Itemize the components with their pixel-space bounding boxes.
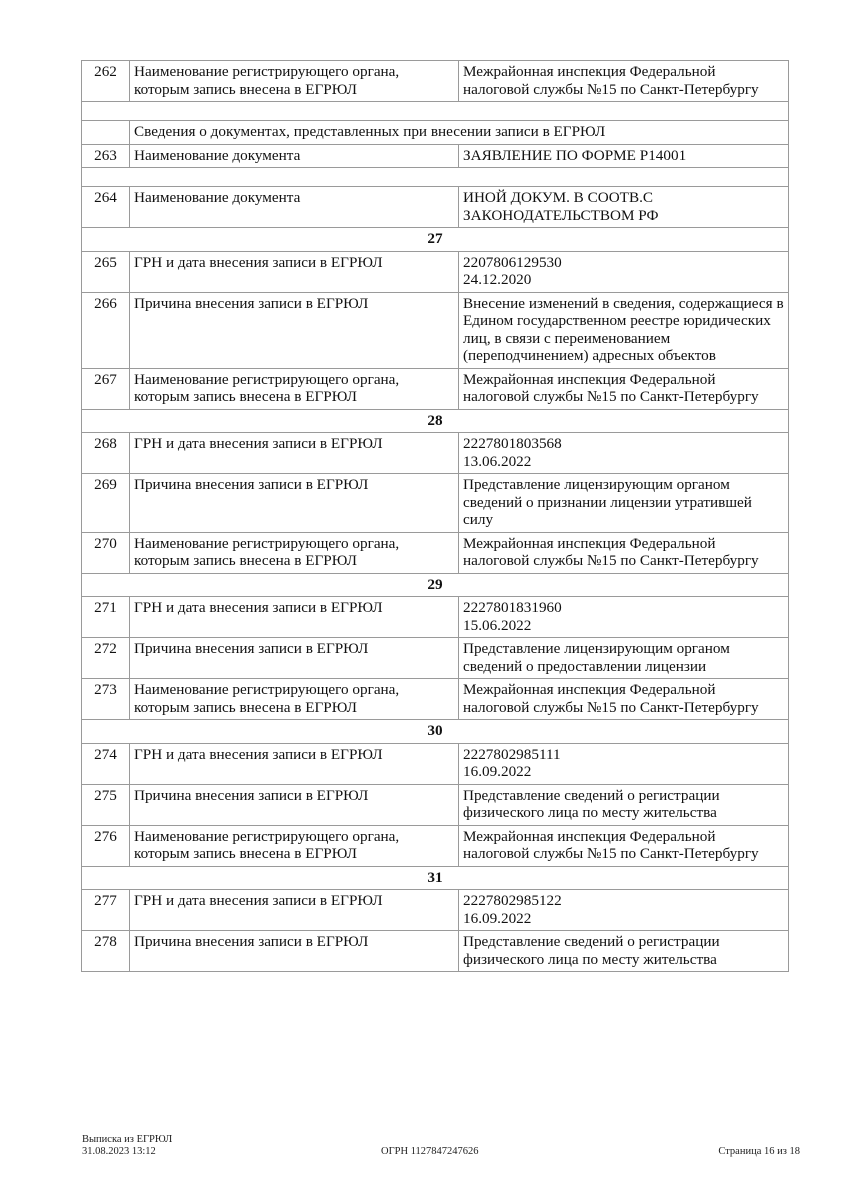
footer-doc-title: Выписка из ЕГРЮЛ bbox=[82, 1134, 173, 1145]
grn-value: 2227802985111 bbox=[463, 745, 561, 763]
footer-ogrn: ОГРН 1127847247626 bbox=[381, 1146, 479, 1157]
row-value: Внесение изменений в сведения, содержащиеся в Едином государственном реестре юридических лиц, в связи с переименованием (переподчинением) адресных объектов bbox=[459, 292, 789, 368]
row-label: Причина внесения записи в ЕГРЮЛ bbox=[130, 638, 459, 679]
row-label: Наименование регистрирующего органа, которым запись внесена в ЕГРЮЛ bbox=[130, 61, 459, 102]
row-label: ГРН и дата внесения записи в ЕГРЮЛ bbox=[130, 597, 459, 638]
row-label: Наименование регистрирующего органа, которым запись внесена в ЕГРЮЛ bbox=[130, 825, 459, 866]
row-number: 262 bbox=[82, 61, 130, 102]
row-number: 276 bbox=[82, 825, 130, 866]
row-number: 271 bbox=[82, 597, 130, 638]
record-date: 15.06.2022 bbox=[463, 616, 532, 634]
table-row bbox=[82, 931, 789, 972]
table-row bbox=[82, 890, 789, 931]
row-value: Представление лицензирующим органом сведений о признании лицензии утратившей силу bbox=[459, 474, 789, 533]
row-number: 273 bbox=[82, 679, 130, 720]
row-number: 263 bbox=[82, 144, 130, 168]
row-value bbox=[459, 597, 789, 638]
table-row bbox=[82, 825, 789, 866]
table-row bbox=[82, 187, 789, 228]
row-label: Причина внесения записи в ЕГРЮЛ bbox=[130, 784, 459, 825]
row-number: 266 bbox=[82, 292, 130, 368]
row-value: Межрайонная инспекция Федеральной налоговой службы №15 по Санкт-Петербургу bbox=[459, 532, 789, 573]
row-number: 272 bbox=[82, 638, 130, 679]
row-number: 265 bbox=[82, 251, 130, 292]
row-value bbox=[459, 890, 789, 931]
section-number: 29 bbox=[82, 573, 789, 597]
empty-cell bbox=[82, 168, 789, 187]
row-label: ГРН и дата внесения записи в ЕГРЮЛ bbox=[130, 251, 459, 292]
row-label: Наименование документа bbox=[130, 187, 459, 228]
empty-row bbox=[82, 102, 789, 121]
row-value bbox=[459, 743, 789, 784]
row-value: Межрайонная инспекция Федеральной налоговой службы №15 по Санкт-Петербургу bbox=[459, 61, 789, 102]
section-number: 30 bbox=[82, 720, 789, 744]
record-date: 16.09.2022 bbox=[463, 909, 532, 927]
record-date: 24.12.2020 bbox=[463, 271, 532, 288]
empty-cell bbox=[82, 102, 789, 121]
row-number: 267 bbox=[82, 368, 130, 409]
row-label: ГРН и дата внесения записи в ЕГРЮЛ bbox=[130, 743, 459, 784]
section-header-row bbox=[82, 409, 789, 433]
table-row bbox=[82, 292, 789, 368]
grn-value: 2227801803568 bbox=[463, 435, 562, 452]
section-header-row bbox=[82, 866, 789, 890]
row-label: Причина внесения записи в ЕГРЮЛ bbox=[130, 292, 459, 368]
record-date: 13.06.2022 bbox=[463, 452, 532, 470]
section-number: 28 bbox=[82, 409, 789, 433]
row-label: Наименование документа bbox=[130, 144, 459, 168]
table-row bbox=[82, 638, 789, 679]
row-label: ГРН и дата внесения записи в ЕГРЮЛ bbox=[130, 433, 459, 474]
section-number: 27 bbox=[82, 228, 789, 252]
row-label: Причина внесения записи в ЕГРЮЛ bbox=[130, 931, 459, 972]
egrul-records-table bbox=[81, 60, 789, 972]
table-row bbox=[82, 784, 789, 825]
table-row bbox=[82, 368, 789, 409]
row-value: Межрайонная инспекция Федеральной налоговой службы №15 по Санкт-Петербургу bbox=[459, 679, 789, 720]
subheader-text: Сведения о документах, представленных при внесении записи в ЕГРЮЛ bbox=[130, 121, 789, 145]
section-header-row bbox=[82, 720, 789, 744]
row-number: 269 bbox=[82, 474, 130, 533]
table-row bbox=[82, 474, 789, 533]
row-number: 270 bbox=[82, 532, 130, 573]
table-row bbox=[82, 433, 789, 474]
row-value: Межрайонная инспекция Федеральной налоговой службы №15 по Санкт-Петербургу bbox=[459, 368, 789, 409]
row-value: Межрайонная инспекция Федеральной налоговой службы №15 по Санкт-Петербургу bbox=[459, 825, 789, 866]
row-number: 264 bbox=[82, 187, 130, 228]
grn-value: 2207806129530 bbox=[463, 253, 562, 271]
row-label: Наименование регистрирующего органа, которым запись внесена в ЕГРЮЛ bbox=[130, 679, 459, 720]
row-number: 275 bbox=[82, 784, 130, 825]
table-row bbox=[82, 61, 789, 102]
row-value: Представление сведений о регистрации физического лица по месту жительства bbox=[459, 931, 789, 972]
row-value bbox=[459, 433, 789, 474]
footer-left bbox=[82, 1134, 172, 1158]
record-date: 16.09.2022 bbox=[463, 763, 532, 780]
row-number: 268 bbox=[82, 433, 130, 474]
row-label: Наименование регистрирующего органа, которым запись внесена в ЕГРЮЛ bbox=[130, 532, 459, 573]
table-row bbox=[82, 144, 789, 168]
row-value: Представление сведений о регистрации физического лица по месту жительства bbox=[459, 784, 789, 825]
footer-page-number: Страница 16 из 18 bbox=[718, 1146, 800, 1157]
section-header-row bbox=[82, 228, 789, 252]
table-row bbox=[82, 743, 789, 784]
section-header-row bbox=[82, 573, 789, 597]
row-value: ЗАЯВЛЕНИЕ ПО ФОРМЕ Р14001 bbox=[459, 144, 789, 168]
empty-row bbox=[82, 168, 789, 187]
row-value: ИНОЙ ДОКУМ. В СООТВ.С ЗАКОНОДАТЕЛЬСТВОМ РФ bbox=[459, 187, 789, 228]
grn-value: 2227802985122 bbox=[463, 892, 562, 909]
row-value: Представление лицензирующим органом сведений о предоставлении лицензии bbox=[459, 638, 789, 679]
row-label: Наименование регистрирующего органа, которым запись внесена в ЕГРЮЛ bbox=[130, 368, 459, 409]
row-label: Причина внесения записи в ЕГРЮЛ bbox=[130, 474, 459, 533]
section-number: 31 bbox=[82, 866, 789, 890]
row-label: ГРН и дата внесения записи в ЕГРЮЛ bbox=[130, 890, 459, 931]
footer-datetime: 31.08.2023 13:12 bbox=[82, 1146, 156, 1157]
row-number: 277 bbox=[82, 890, 130, 931]
row-number: 278 bbox=[82, 931, 130, 972]
table-row bbox=[82, 597, 789, 638]
table-row bbox=[82, 532, 789, 573]
subheader-row bbox=[82, 121, 789, 145]
table-row bbox=[82, 251, 789, 292]
grn-value: 2227801831960 bbox=[463, 599, 562, 616]
table-row bbox=[82, 679, 789, 720]
subheader-num-cell bbox=[82, 121, 130, 145]
records-table-body bbox=[82, 61, 789, 972]
row-value bbox=[459, 251, 789, 292]
row-number: 274 bbox=[82, 743, 130, 784]
